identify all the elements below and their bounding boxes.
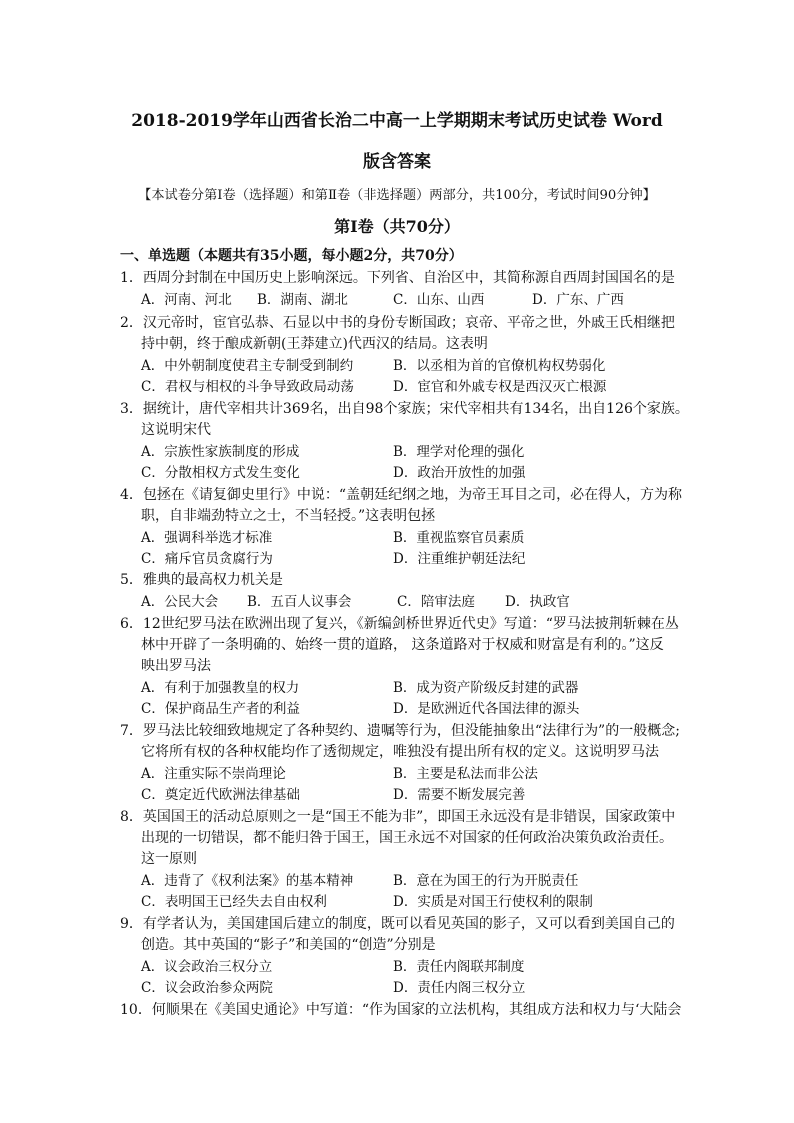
question-10-text: 10．何顺果在《美国史通论》中写道：“作为国家的立法机构，其组成方法和权力与‘大陆会 [120,1002,682,1018]
question-4-text: 4．包拯在《请复御史里行》中说：“盖朝廷纪纲之地，为帝王耳目之司，必在得人，方为称 [120,487,683,503]
question-7-text: 7．罗马法比较细致地规定了各种契约、遗嘱等行为，但没能抽象出“法律行为”的一般概念; [120,723,680,739]
question-5-text: 5．雅典的最高权力机关是 [120,572,283,588]
q2-option-d: D．宦官和外戚专权是西汉灭亡根源 [393,379,607,395]
question-9-text: 9．有学者认为，美国建国后建立的制度，既可以看见英国的影子，又可以看到美国自己的 [120,916,675,932]
question-3-text: 3．据统计，唐代宰相共计369名，出自98个家族；宋代宰相共有134名，出自126个家族。 [120,401,689,417]
q5-option-c: C．陪审法庭 [397,594,475,610]
q8-option-a: A．违背了《权利法案》的基本精神 [141,873,354,889]
q9-option-c: C．议会政治参众两院 [141,980,273,996]
q1-option-a: A．河南、河北 [141,292,232,308]
q7-option-c: C．奠定近代欧洲法律基础 [141,787,300,803]
question-6-text-cont2: 映出罗马法 [141,658,211,674]
q6-option-a: A．有利于加强教皇的权力 [141,680,300,696]
q7-option-a: A．注重实际不崇尚理论 [141,766,286,782]
question-8-text-cont2: 这一原则 [141,851,197,867]
question-2-text-cont: 持中朝，终于酿成新朝(王莽建立)代西汉的结局。这表明 [141,336,488,352]
q3-option-d: D．政治开放性的加强 [393,465,526,481]
question-2-text: 2．汉元帝时，宦官弘恭、石显以中书的身份专断国政；哀帝、平帝之世，外戚王氏相继把 [120,315,675,331]
q8-option-d: D．实质是对国王行使权利的限制 [393,894,593,910]
q4-option-d: D．注重维护朝廷法纪 [393,551,526,567]
q8-option-c: C．表明国王已经失去自由权利 [141,894,327,910]
exam-instructions: 【本试卷分第Ⅰ卷（选择题）和第Ⅱ卷（非选择题）两部分，共100分，考试时间90分钟】 [138,188,656,203]
q2-option-c: C．君权与相权的斗争导致政局动荡 [141,379,354,395]
q2-option-a: A．中外朝制度使君主专制受到制约 [141,358,354,374]
q3-option-a: A．宗族性家族制度的形成 [141,444,300,460]
q6-option-d: D．是欧洲近代各国法律的源头 [393,701,580,717]
q2-option-b: B．以丞相为首的官僚机构权势弱化 [393,358,606,374]
part-one-title: 第Ⅰ卷（共70分） [334,217,460,236]
q7-option-d: D．需要不断发展完善 [393,787,526,803]
q9-option-b: B．责任内阁联邦制度 [393,959,525,975]
q3-option-c: C．分散相权方式发生变化 [141,465,300,481]
q9-option-a: A．议会政治三权分立 [141,959,273,975]
question-6-text: 6．12世纪罗马法在欧洲出现了复兴，《新编剑桥世界近代史》写道：“罗马法披荆斩棘在丛 [120,616,679,632]
exam-title-line2: 版含答案 [363,152,431,172]
question-1-text: 1．西周分封制在中国历史上影响深远。下列省、自治区中，其简称源自西周封国国名的是 [120,270,675,286]
q8-option-b: B．意在为国王的行为开脱责任 [393,873,579,889]
exam-title-line1: 2018-2019学年山西省长治二中高一上学期期末考试历史试卷 Word [131,111,663,131]
q1-option-c: C．山东、山西 [393,292,485,308]
q4-option-c: C．痛斥官员贪腐行为 [141,551,273,567]
question-8-text: 8．英国国王的活动总原则之一是“国王不能为非”，即国王永远没有是非错误，国家政策中 [120,809,676,825]
question-3-text-cont: 这说明宋代 [141,422,211,438]
question-8-text-cont1: 出现的一切错误，都不能归咎于国王，国王永远不对国家的任何政治决策负政治责任。 [141,830,673,846]
q1-option-b: B．湖南、湖北 [257,292,348,308]
q6-option-b: B．成为资产阶级反封建的武器 [393,680,579,696]
q5-option-b: B．五百人议事会 [247,594,352,610]
question-4-text-cont: 职，自非端劲特立之士，不当轻授。”这表明包拯 [141,508,436,524]
q7-option-b: B．主要是私法而非公法 [393,766,538,782]
q4-option-b: B．重视监察官员素质 [393,530,525,546]
question-6-text-cont1: 林中开辟了一条明确的、始终一贯的道路， 这条道路对于权威和财富是有利的。”这反 [141,637,664,653]
q1-option-d: D．广东、广西 [532,292,624,308]
q5-option-a: A．公民大会 [141,594,219,610]
q5-option-d: D．执政官 [505,594,570,610]
question-7-text-cont: 它将所有权的各种权能均作了透彻规定，唯独没有提出所有权的定义。这说明罗马法 [141,744,659,760]
q6-option-c: C．保护商品生产者的利益 [141,701,300,717]
q4-option-a: A．强调科举选才标准 [141,530,273,546]
question-9-text-cont: 创造。其中英国的“影子”和美国的“创造”分别是 [141,937,436,953]
q3-option-b: B．理学对伦理的强化 [393,444,525,460]
q9-option-d: D．责任内阁三权分立 [393,980,526,996]
section-title: 一、单选题（本题共有35小题，每小题2分，共70分） [120,248,463,264]
